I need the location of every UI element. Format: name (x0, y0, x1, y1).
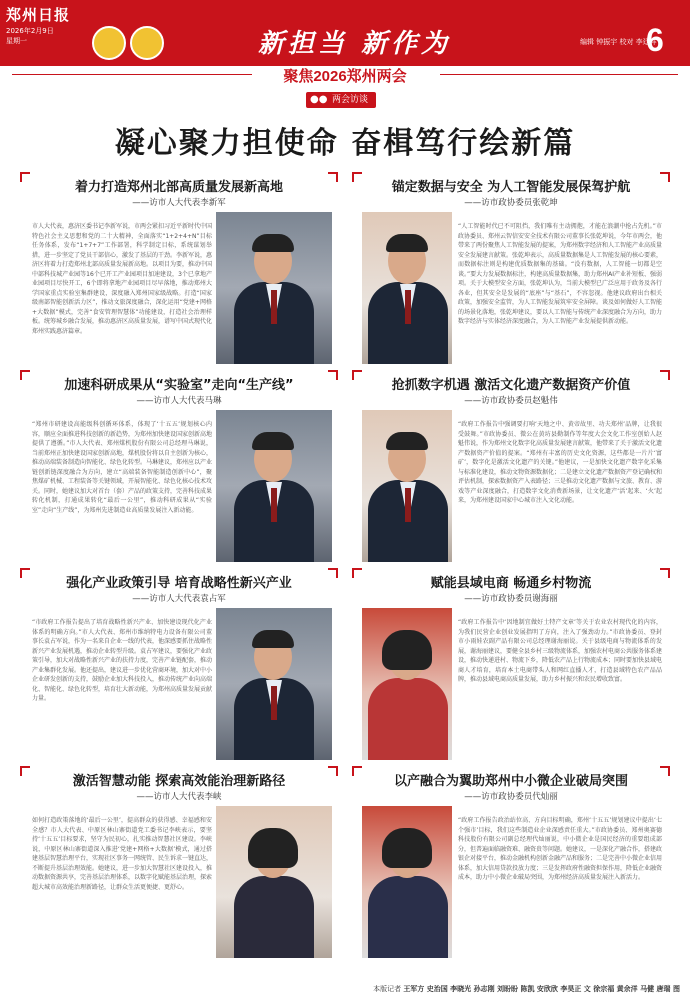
page-number: 6 (646, 22, 664, 58)
focus-banner (0, 62, 690, 86)
article-byline: ——访市政协委员张乾坤 (464, 198, 558, 208)
portrait-photo (362, 410, 452, 562)
cppcc-emblem-icon (130, 26, 164, 60)
article-body: 如何打造政策落地的‘最后一公里’，提高群众的获得感、幸福感和安全感？市人大代表、中原区林山寨街道党工委书记李峡表示，要坚持‘十五五’目标要求，坚守为民初心，扎实推动智慧社区建设。李峡说，中原区林山寨街道深入推进‘党建+网格+大数据’模式，通过搭建基层智慧治理平台，实现社区事务一网统管、民生诉求一键直达，不断提升基层治理效能。她建议，进一步加大智慧社区建设投入，推动数据资源共享，完善基层治理体系，以数字化赋能基层治理，探索超大城市高效能治理新路径，让群众生活更便捷、更舒心。 (32, 817, 212, 891)
article-8 (352, 766, 670, 964)
focus-title: 聚焦2026郑州两会 (283, 68, 407, 85)
article-byline: ——访市政协委员谢海丽 (464, 594, 558, 604)
article-title: 强化产业政策引导 培育战略性新兴产业 (66, 576, 292, 591)
date-box (6, 26, 54, 46)
article-5 (20, 568, 338, 766)
article-body: 市人大代表，惠济区委书记李新军说，市两会紧扣习近平新时代中国特色社会主义思想和党的二十大精神，全面落实“1+2+4+N”目标任务体系，发布“1+7+7”工作部署，科学制定目标，系统谋划举措，进一步坚定了党员干部信心，激发了基层的干劲。李新军说，惠济区将着力打造郑州北部高质量发展新高地。以项目为要，推动中国中部科技城产业园等16个已开工产业园项目加速建设，3个已拿地产业园项目尽快开工，6个即将拿地产业园项目尽早落地，推动郑州大学国家重点实验室集群建设，深度融入郑州国家级战略。打造“国家级南部智能创新活力区”，推动文旅深度融合，深化运用“党建+网格+大数据”模式，完善“食安管理智慧体”功能建设，打造社会治理样板。统筹城乡融合发展，推动惠济区高质量发展，谱写中国式现代化郑州实践惠济篇章。 (32, 223, 212, 335)
page-headline: 凝心聚力担使命 奋楫笃行绘新篇 (114, 126, 576, 161)
credits-label: 本版记者 (373, 985, 402, 993)
article-6 (352, 568, 670, 766)
article-title: 抢抓数字机遇 激活文化遗产数据资产价值 (391, 378, 631, 393)
article-body: “人工智能时代已不可阻挡，我们唯有主动拥抱，才能在浪潮中抢占先机。”市政协委员、郑州云智信安安全技术有限公司董事长张乾坤说，今年市两会，他带来了两份聚焦人工智能发展的提案，为郑州数字经济和人工智能产业高质量安全发展建言献策。张乾坤表示，高质量数据集是人工智能发展的核心要素，而数据标注则是构建优质数据集的基础。“没有数据，人工智能一切都是空谈。”要大力发展数据标注，构建高质量数据集，助力郑州AI产业补短板、强弱项。关于大模型安全方面，张乾坤认为，当前大模型已广泛应用于政务及各行各业，但其安全是发展的“底座”与“基石”，不容忽视。他建议政府出台相关政策，加强安全监管，为人工智能发展筑牢安全屏障。谈及如何做好人工智能的场景化落地，张乾坤建议，要以人工智能与传统产业深度融合为方向，助力数字经济与实体经济深度融合，为人工智能产业发展提供新动能。 (458, 223, 662, 325)
editors-credit: 编辑 钟振宇 校对 李廷祥 (580, 38, 657, 46)
article-byline: ——访市政协委员赵魁伟 (464, 396, 558, 406)
article-1 (20, 172, 338, 370)
portrait-photo (216, 410, 332, 562)
article-title: 加速科研成果从“实验室”走向“生产线” (64, 378, 294, 393)
issue-weekday: 星期一 (6, 37, 27, 45)
page-header (0, 0, 690, 66)
article-body: “政府工作报告中‘因地制宜做好土特产文章’等关于农业农村现代化的内容，为我们民营企业创业发展指明了方向，注入了强劲动力。”市政协委员、登封市小雨娃农副产品有限公司总经理谢海丽说。关于县级电商与物流体系的发展，谢海丽建议，要健全县乡村三级物流体系，加强农村电商公共服务体系建设，推动快递进村、物流下乡，降低农产品上行物流成本；同时要加快县域电商人才培育，培育本土电商带头人和网红直播人才，打造县域特色农产品品牌，推动县域电商高质量发展，助力乡村振兴和农民增收致富。 (458, 619, 662, 683)
portrait-photo (216, 212, 332, 364)
portrait-photo (362, 806, 452, 958)
article-body: “政府工作报告政治站位高、方向目标明确，郑州‘十五五’规划建议中提出‘七个强市’目标，我们这些制造业企业深感责任重大。”市政协委员、郑州奥赛德科技股份有限公司副总经理代灿丽说，中小微企业是国民经济的重要组成部分，但普遍面临融资难、融资贵等问题。她建议，一是深化产融合作，搭建政银企对接平台，推动金融机构创新金融产品和服务；二是完善中小微企业信用体系，加大信用贷款投放力度；三是发挥政府性融资担保作用，降低企业融资成本，助力中小微企业破局突围，为郑州经济高质量发展注入新活力。 (458, 817, 662, 881)
article-body: “郑州市研建设高能级科创循环体系，体现了‘十五五’规划核心内容，顺应全面推进科技创新的新趋势，为郑州加快建设国家创新高地提供了遵循。”市人大代表、郑州煤机股份有限公司总经理马琳说，当前郑州正加快建设国家创新高地，煤机股份将以自主创新为核心，推动高端装备制造向智能化、绿色化转型。马琳建议，郑州应以产业链创新链深度融合为方向，建立“高端装备智能制造创新中心”，聚焦煤矿机械、工程装备等关键领域，开展智能化、绿色化核心技术攻关。同时，她建议加大对首台（套）产品的政策支持，完善科技成果转化机制，打通成果转化“最后一公里”，推动科研成果从“实验室”走向“生产线”，为郑州先进制造业高质量发展注入新动能。 (32, 421, 212, 514)
issue-date: 2026年2月9日 (6, 27, 54, 35)
slogan: 新担当 新作为 (258, 29, 452, 59)
article-byline: ——访市人大代表李新军 (132, 198, 226, 208)
article-byline: ——访市政协委员代灿丽 (464, 792, 558, 802)
credits-names: 王军方 史治国 李晓光 孙志刚 刘盼盼 陈凯 安欣欣 李昊正 文 徐宗福 黄余洋 马健 唐瑞 图 (403, 985, 680, 993)
national-emblem-icon (92, 26, 126, 60)
article-body: “政府工作报告中强调要打响‘天地之中、黄帝故里、功夫郑州’品牌，让我很受鼓舞。”市政协委员、微公在黄坊县勤制作等年度大会文化工作室创始人赵魁伟说，作为郑州文化数字化高质量发展建言献策，他带来了关于激活文化遗产数据资产价值的提案。“郑州有丰富的历史文化资源，这些都是一片片‘富矿’，数字化是激活文化遗产的关键。”他建议，一是加快文化遗产数字化采集与标准化建设，推动文物资源数据化；二是建立文化遗产数据资产登记确权和评估机制，探索数据资产入表路径；三是推动文化遗产数据与文旅、教育、游戏等产业深度融合，打造数字文化消费新场景，让文化遗产‘活’起来、‘火’起来，为郑州建设国家中心城市注入文化动能。 (458, 421, 662, 504)
article-2 (352, 172, 670, 370)
article-title: 激活智慧动能 探索高效能治理新路径 (72, 774, 286, 789)
portrait-photo (216, 608, 332, 760)
article-byline: ——访市人大代表袁占军 (132, 594, 226, 604)
article-3 (20, 370, 338, 568)
portrait-photo (362, 212, 452, 364)
masthead: 郑州日报 (6, 6, 71, 24)
section-tag (306, 92, 376, 108)
portrait-photo (362, 608, 452, 760)
article-title: 锚定数据与安全 为人工智能发展保驾护航 (391, 180, 631, 195)
article-4 (352, 370, 670, 568)
people-icon: ●● (310, 94, 328, 105)
photo-credits (0, 984, 690, 998)
article-title: 以产融合为翼助郑州中小微企业破局突围 (393, 774, 628, 789)
article-7 (20, 766, 338, 964)
article-byline: ——访市人大代表李峡 (136, 792, 222, 802)
article-body: “市政府工作报告提出了培育战略性新兴产业、加快建设现代化产业体系的明确方向。”市人大代表、郑州市维纳特电力设备有限公司董事长袁占军说，作为一名来自企业一线的代表，他深感要抓住战略性新兴产业发展机遇，推动企业转型升级。袁占军建议，要强化产业政策引导，加大对战略性新兴产业的扶持力度，完善产业链配套，推动产业集群化发展。他还提出，建议进一步优化营商环境，加大对中小企业研发创新的支持，鼓励企业加大科技投入，推动传统产业向高端化、智能化、绿色化转型，培育壮大新动能，为郑州高质量发展贡献力量。 (32, 619, 212, 702)
portrait-photo (216, 806, 332, 958)
section-label: 两会访谈 (332, 95, 369, 105)
article-byline: ——访市人大代表马琳 (136, 396, 222, 406)
article-title: 赋能县域电商 畅通乡村物流 (430, 576, 592, 591)
article-title: 着力打造郑州北部高质量发展新高地 (74, 180, 283, 195)
